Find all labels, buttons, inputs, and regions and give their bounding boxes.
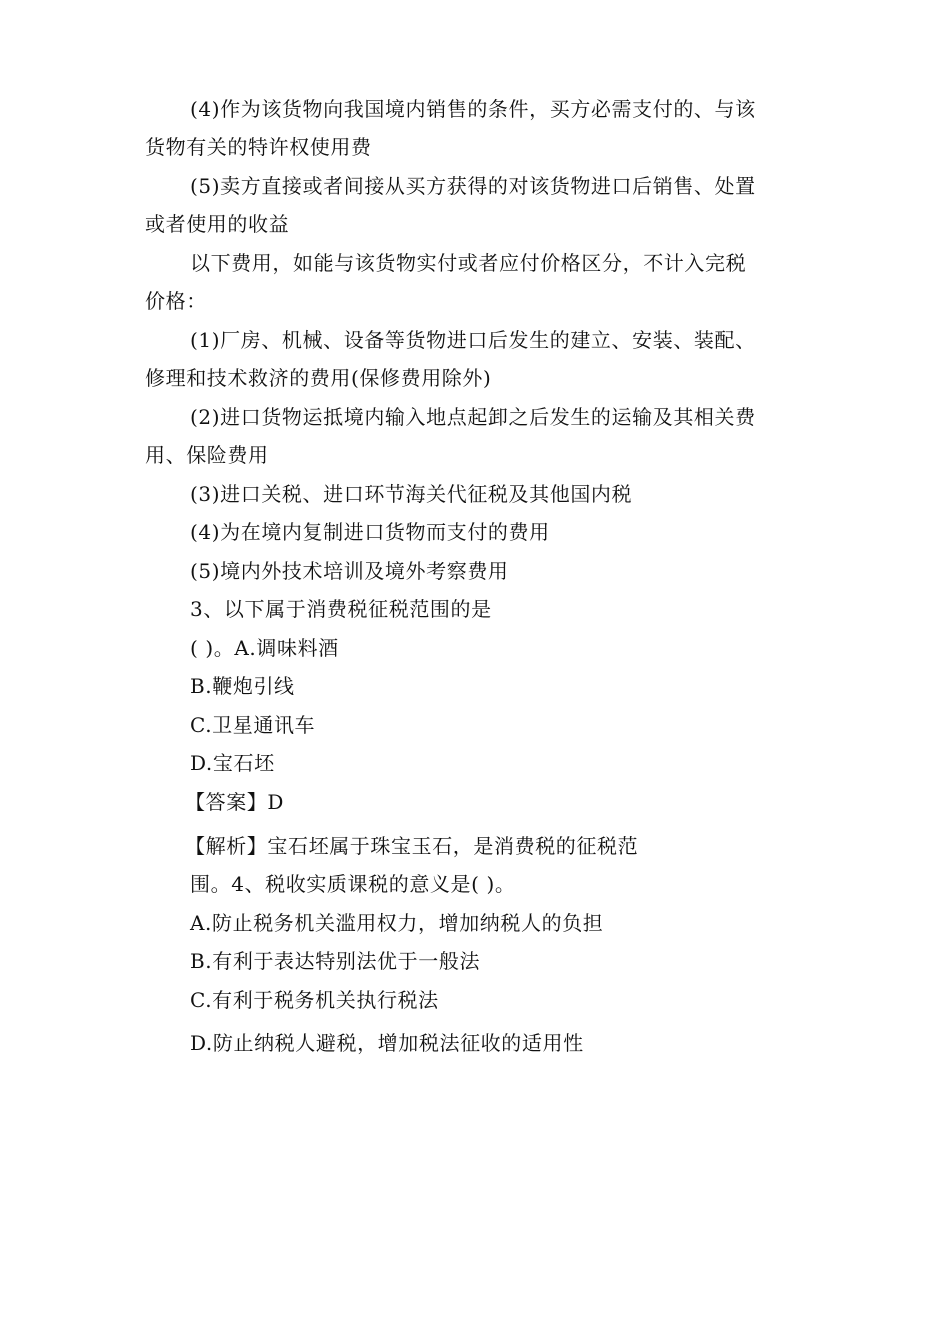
question-line: 围。4、税收实质课税的意义是( )。 — [190, 872, 516, 896]
paragraph-line: 用、保险费用 — [145, 443, 269, 467]
paragraph-line: (5)卖方直接或者间接从买方获得的对该货物进口后销售、处置 — [190, 174, 756, 198]
option-line: C.卫星通讯车 — [190, 713, 316, 737]
paragraph-line: (1)厂房、机械、设备等货物进口后发生的建立、安装、装配、 — [190, 328, 756, 352]
option-line: D.防止纳税人避税，增加税法征收的适用性 — [190, 1031, 584, 1055]
option-line: C.有利于税务机关执行税法 — [190, 988, 439, 1012]
option-line: B.有利于表达特别法优于一般法 — [190, 949, 481, 973]
option-line: ( )。A.调味料酒 — [190, 636, 339, 660]
paragraph-line: (4)作为该货物向我国境内销售的条件，买方必需支付的、与该 — [190, 97, 756, 121]
option-line: D.宝石坯 — [190, 751, 275, 775]
paragraph-line: 或者使用的收益 — [145, 212, 290, 236]
option-line: B.鞭炮引线 — [190, 674, 295, 698]
paragraph-line: (3)进口关税、进口环节海关代征税及其他国内税 — [190, 482, 633, 506]
explanation-line: 【解析】宝石坯属于珠宝玉石，是消费税的征税范 — [185, 834, 639, 858]
question-line: 3、以下属于消费税征税范围的是 — [190, 597, 492, 621]
paragraph-line: (4)为在境内复制进口货物而支付的费用 — [190, 520, 550, 544]
paragraph-line: 以下费用，如能与该货物实付或者应付价格区分，不计入完税 — [190, 251, 747, 275]
paragraph-line: 价格： — [145, 289, 207, 313]
paragraph-line: 货物有关的特许权使用费 — [145, 135, 372, 159]
option-line: A.防止税务机关滥用权力，增加纳税人的负担 — [190, 911, 604, 935]
paragraph-line: 修理和技术救济的费用(保修费用除外) — [145, 366, 492, 390]
paragraph-line: (5)境内外技术培训及境外考察费用 — [190, 559, 509, 583]
answer-line: 【答案】D — [185, 790, 285, 814]
paragraph-line: (2)进口货物运抵境内输入地点起卸之后发生的运输及其相关费 — [190, 405, 756, 429]
